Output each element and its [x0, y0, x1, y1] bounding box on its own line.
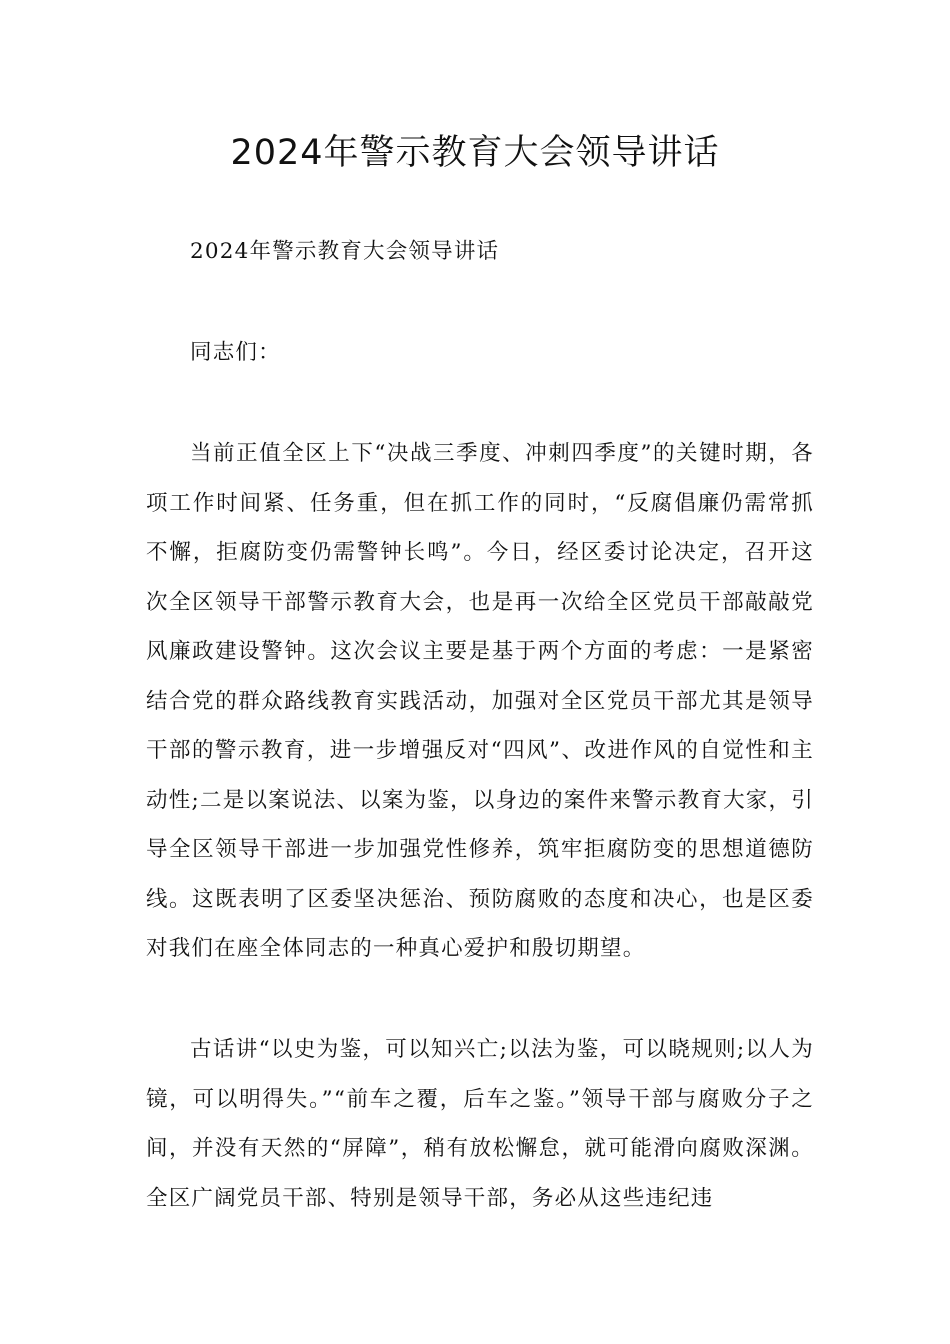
greeting: 同志们：: [190, 340, 281, 365]
document-subtitle: 2024年警示教育大会领导讲话: [190, 239, 500, 264]
document-title: 2024年警示教育大会领导讲话: [230, 133, 720, 173]
body-paragraph-1: 当前正值全区上下“决战三季度、冲刺四季度”的关键时期，各项工作时间紧、任务重，但在抓工作的同时，“反腐倡廉仍需常抓不懈，拒腐防变仍需警钟长鸣”。今日，经区委讨论决定，召开这次全区领导干部警示教育大会，也是再一次给全区党员干部敲敲党风廉政建设警钟。这次会议主要是基于两个方面的考虑：一是紧密结合党的群众路线教育实践活动，加强对全区党员干部尤其是领导干部的警示教育，进一步增强反对“四风”、改进作风的自觉性和主动性;二是以案说法、以案为鉴，以身边的案件来警示教育大家，引导全区领导干部进一步加强党性修养，筑牢拒腐防变的思想道德防线。这既表明了区委坚决惩治、预防腐败的态度和决心，也是区委对我们在座全体同志的一种真心爱护和殷切期望。: [146, 441, 814, 961]
body-paragraph-2: 古话讲“以史为鉴，可以知兴亡;以法为鉴，可以晓规则;以人为镜，可以明得失。”“前车之覆，后车之鉴。”领导干部与腐败分子之间，并没有天然的“屏障”，稍有放松懈怠，就可能滑向腐败深渊。全区广阔党员干部、特别是领导干部，务必从这些违纪违: [146, 1037, 814, 1211]
